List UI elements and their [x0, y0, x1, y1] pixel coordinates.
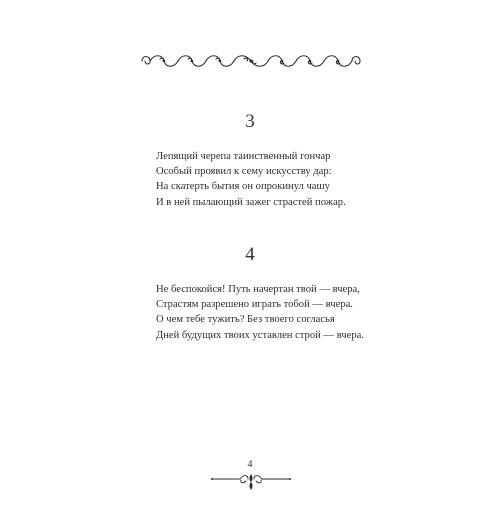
poem-line: Особый проявил к сему искусству дар: — [156, 166, 332, 178]
scroll-border-ornament-icon — [138, 50, 364, 72]
poem-number: 4 — [245, 244, 255, 265]
fleuron-divider-icon — [210, 471, 292, 491]
poem-line: Дней будущих твоих уставлен строй — вчера. — [156, 329, 364, 341]
poem-line: О чем тебе тужить? Без твоего согласья — [156, 314, 335, 326]
poem-line: Не беспокойся! Путь начертан твой — вчера, — [156, 284, 360, 295]
poem-number: 3 — [245, 111, 255, 132]
poem-stanza — [156, 282, 364, 343]
poem-line: И в ней пылающий зажег страстей пожар. — [156, 196, 346, 208]
page-number: 4 — [247, 459, 253, 470]
poem-stanza — [156, 149, 346, 210]
poem-line: Лепящий черепа таинственный гончар — [156, 151, 331, 162]
poem-line: На скатерть бытия он опрокинул чашу — [156, 181, 330, 193]
poem-line: Страстям разрешено играть тобой — вчера. — [156, 299, 353, 311]
